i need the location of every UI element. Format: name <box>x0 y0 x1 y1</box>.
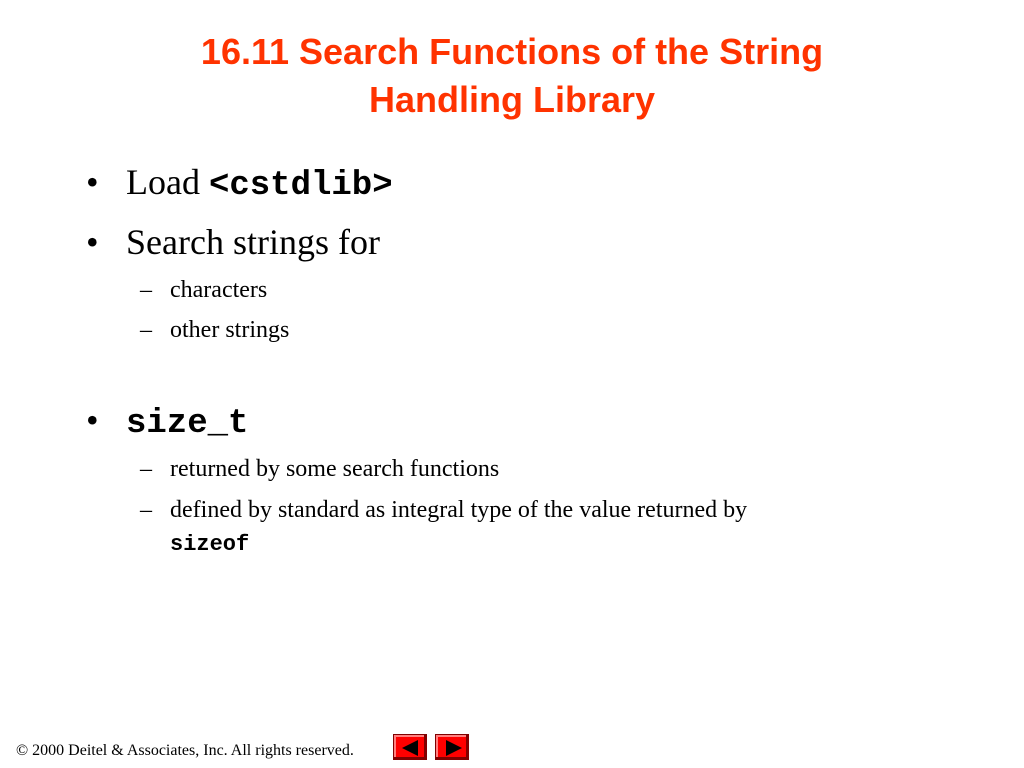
sub-item-text: other strings <box>170 317 290 343</box>
sub-item-text: defined by standard as integral type of the value returned by <box>170 497 748 523</box>
previous-slide-button[interactable] <box>393 734 427 760</box>
bullet-size-t <box>86 400 248 444</box>
bullet-text: Load <box>126 162 209 202</box>
copyright-footer: © 2000 Deitel & Associates, Inc. All rights reserved. <box>16 742 354 759</box>
code-sizeof: sizeof <box>170 532 250 557</box>
dash-glyph: – <box>140 317 152 343</box>
slide-title-line-1: 16.11 Search Functions of the String <box>200 31 824 72</box>
dash-glyph: – <box>140 456 152 482</box>
dash-glyph: – <box>140 277 152 303</box>
code-size-t: size_t <box>126 405 249 443</box>
sub-item-other-strings <box>140 315 289 345</box>
sub-item-defined-by-standard <box>140 495 747 525</box>
bullet-search-strings <box>86 222 380 262</box>
dash-glyph: – <box>140 497 152 523</box>
sub-item-text: returned by some search functions <box>170 456 500 482</box>
bullet-load-cstdlib <box>86 162 393 206</box>
slide-title-line-2: Handling Library <box>368 79 656 120</box>
bullet-glyph: • <box>86 162 99 202</box>
right-arrow-icon <box>446 740 462 756</box>
bullet-glyph: • <box>86 222 99 262</box>
left-arrow-icon <box>402 740 418 756</box>
sub-item-text: characters <box>170 277 268 303</box>
code-cstdlib: <cstdlib> <box>208 167 393 205</box>
sub-item-characters <box>140 275 267 305</box>
next-slide-button[interactable] <box>435 734 469 760</box>
bullet-text: Search strings for <box>126 222 380 262</box>
bullet-glyph: • <box>86 400 99 440</box>
sub-item-returned-by-search <box>140 454 499 484</box>
sub-item-sizeof-line <box>170 528 249 560</box>
